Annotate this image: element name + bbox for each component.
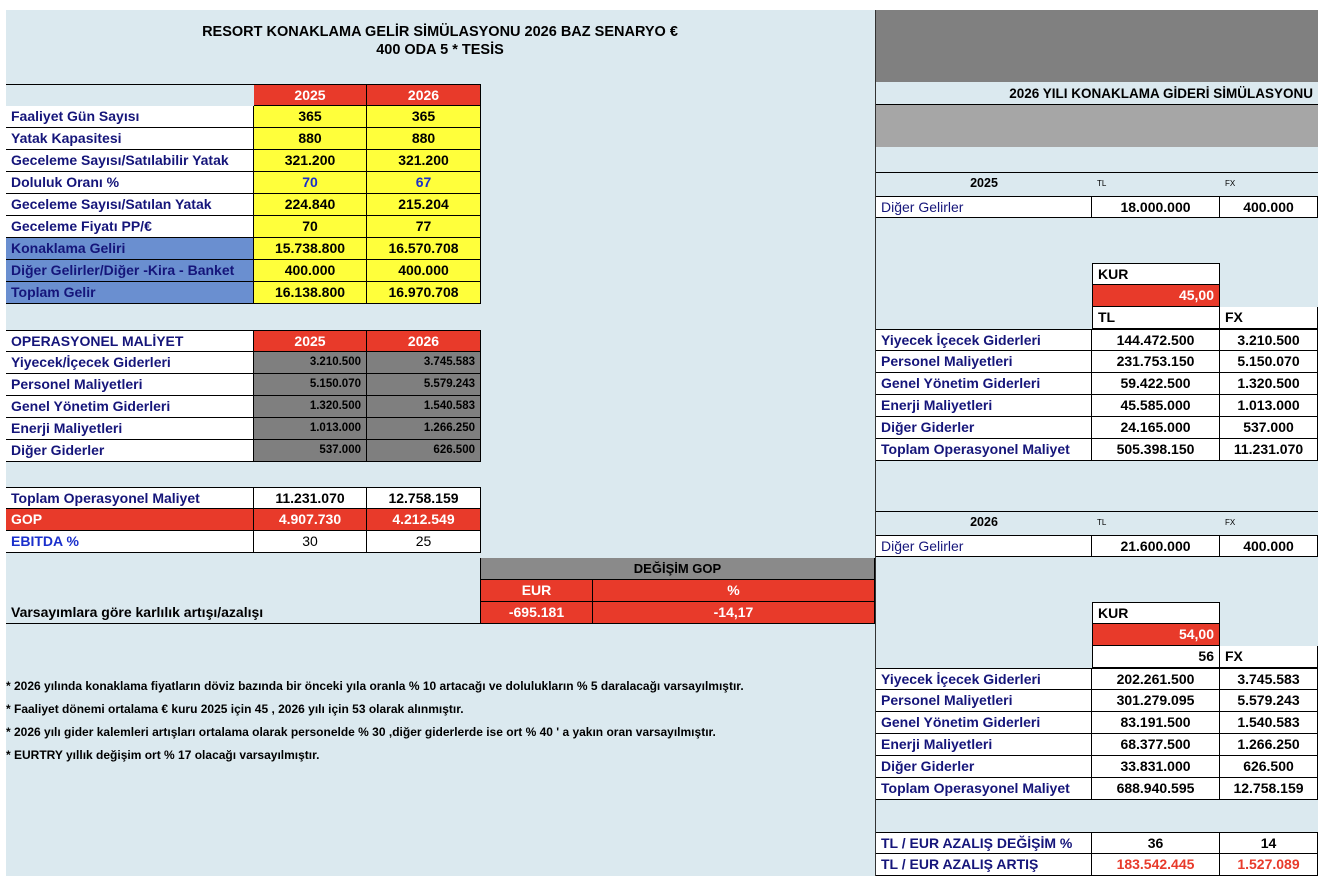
year-header-2026: 2026 — [367, 84, 481, 106]
right-tl-caption: TL — [1097, 518, 1107, 527]
expense-tl: 301.279.095 — [1092, 690, 1220, 712]
expense-tl: 505.398.150 — [1092, 439, 1220, 461]
page-subtitle: 400 ODA 5 * TESİS — [376, 42, 504, 58]
expense-fx: 3.210.500 — [1220, 329, 1318, 351]
expense-tl: 68.377.500 — [1092, 734, 1220, 756]
expense-fx: 1.266.250 — [1220, 734, 1318, 756]
right-title: 2026 YILI KONAKLAMA GİDERİ SİMÜLASYONU — [876, 83, 1318, 105]
op-label: Personel Maliyetleri — [6, 374, 254, 396]
expense-tl: 144.472.500 — [1092, 329, 1220, 351]
income-label: Faaliyet Gün Sayısı — [6, 106, 254, 128]
degisim-left-border — [480, 558, 481, 624]
degisim-pct-header: % — [593, 580, 875, 602]
expense-label: Genel Yönetim Giderleri — [876, 712, 1092, 734]
op-label: Enerji Maliyetleri — [6, 418, 254, 440]
totals-value-2026: 4.212.549 — [367, 509, 481, 531]
income-label: Geceleme Fiyatı PP/€ — [6, 216, 254, 238]
right-fx-caption: FX — [1225, 179, 1236, 188]
note-2: * Faaliyet dönemi ortalama € kuru 2025 için 45 , 2026 yılı için 53 olarak alınmıştır. — [6, 702, 464, 716]
income-label: Yatak Kapasitesi — [6, 128, 254, 150]
op-value-2025: 1.013.000 — [254, 418, 367, 440]
summary-tl: 183.542.445 — [1092, 854, 1220, 876]
income-value-2026: 77 — [367, 216, 481, 238]
diger-gelirler-tl: 21.600.000 — [1092, 535, 1220, 557]
expense-fx: 537.000 — [1220, 417, 1318, 439]
fx-header: FX — [1220, 307, 1318, 329]
income-value-2026: 16.970.708 — [367, 282, 481, 304]
income-value-2026: 215.204 — [367, 194, 481, 216]
op-header-label: OPERASYONEL MALİYET — [6, 330, 254, 352]
diger-gelirler-fx: 400.000 — [1220, 535, 1318, 557]
income-value-2026: 67 — [367, 172, 481, 194]
expense-label: Genel Yönetim Giderleri — [876, 373, 1092, 395]
right-header-gray — [876, 10, 1318, 82]
kur-value: 45,00 — [1092, 285, 1220, 307]
income-value-2026: 16.570.708 — [367, 238, 481, 260]
diger-gelirler-label: Diğer Gelirler — [876, 196, 1092, 218]
income-value-2025: 224.840 — [254, 194, 367, 216]
degisim-pct-value: -14,17 — [593, 602, 875, 624]
income-label: Doluluk Oranı % — [6, 172, 254, 194]
income-top-line — [6, 84, 254, 85]
expense-tl: 24.165.000 — [1092, 417, 1220, 439]
page-title: RESORT KONAKLAMA GELİR SİMÜLASYONU 2026 BAZ SENARYO € — [202, 24, 678, 40]
totals-value-2025: 30 — [254, 531, 367, 553]
totals-value-2026: 25 — [367, 531, 481, 553]
diger-gelirler-tl: 18.000.000 — [1092, 196, 1220, 218]
note-3: * 2026 yılı gider kalemleri artışları ortalama olarak personelde % 30 ,diğer giderlerde ise ort % 40 ' a yakın oran varsayılmıştır. — [6, 725, 716, 739]
income-value-2026: 880 — [367, 128, 481, 150]
expense-fx: 3.745.583 — [1220, 668, 1318, 690]
expense-fx: 626.500 — [1220, 756, 1318, 778]
expense-label: Yiyecek İçecek Giderleri — [876, 668, 1092, 690]
income-label: Konaklama Geliri — [6, 238, 254, 260]
op-value-2025: 5.150.070 — [254, 374, 367, 396]
expense-label: Personel Maliyetleri — [876, 351, 1092, 373]
expense-tl: 45.585.000 — [1092, 395, 1220, 417]
income-value-2026: 365 — [367, 106, 481, 128]
expense-tl: 83.191.500 — [1092, 712, 1220, 734]
right-year-line — [876, 172, 1318, 173]
income-value-2025: 365 — [254, 106, 367, 128]
kur-label: KUR — [1092, 602, 1220, 624]
expense-fx: 1.320.500 — [1220, 373, 1318, 395]
income-label: Diğer Gelirler/Diğer -Kira - Banket — [6, 260, 254, 282]
income-label: Toplam Gelir — [6, 282, 254, 304]
op-value-2026: 5.579.243 — [367, 374, 481, 396]
right-subheader-gray — [876, 105, 1318, 147]
degisim-label: Varsayımlara göre karlılık artışı/azalışı — [6, 602, 481, 624]
income-value-2026: 400.000 — [367, 260, 481, 282]
tl-header: TL — [1092, 307, 1220, 329]
op-header-2026: 2026 — [367, 330, 481, 352]
right-year-line — [876, 511, 1318, 512]
expense-fx: 5.150.070 — [1220, 351, 1318, 373]
expense-label: Toplam Operasyonel Maliyet — [876, 778, 1092, 800]
expense-label: Diğer Giderler — [876, 417, 1092, 439]
diger-gelirler-fx: 400.000 — [1220, 196, 1318, 218]
kur-label: KUR — [1092, 263, 1220, 285]
summary-tl: 36 — [1092, 832, 1220, 854]
op-header-2025: 2025 — [254, 330, 367, 352]
income-label: Geceleme Sayısı/Satılabilir Yatak — [6, 150, 254, 172]
expense-label: Enerji Maliyetleri — [876, 395, 1092, 417]
totals-label: Toplam Operasyonel Maliyet — [6, 487, 254, 509]
op-value-2025: 3.210.500 — [254, 352, 367, 374]
panel-divider — [875, 10, 876, 876]
op-value-2026: 1.266.250 — [367, 418, 481, 440]
op-label: Diğer Giderler — [6, 440, 254, 462]
op-value-2026: 1.540.583 — [367, 396, 481, 418]
right-tl-caption: TL — [1097, 179, 1107, 188]
totals-value-2025: 4.907.730 — [254, 509, 367, 531]
income-value-2025: 321.200 — [254, 150, 367, 172]
income-value-2025: 15.738.800 — [254, 238, 367, 260]
degisim-title: DEĞİŞİM GOP — [481, 558, 875, 580]
expense-fx: 1.540.583 — [1220, 712, 1318, 734]
expense-tl: 33.831.000 — [1092, 756, 1220, 778]
totals-value-2025: 11.231.070 — [254, 487, 367, 509]
income-value-2025: 16.138.800 — [254, 282, 367, 304]
income-value-2026: 321.200 — [367, 150, 481, 172]
degisim-eur-header: EUR — [481, 580, 593, 602]
tl-header: 56 — [1092, 646, 1220, 668]
summary-fx: 14 — [1220, 832, 1318, 854]
kur-value: 54,00 — [1092, 624, 1220, 646]
note-1: * 2026 yılında konaklama fiyatların döviz bazında bir önceki yıla oranla % 10 artacağı ve dolulukların % 5 daralacağı varsayılmıştır. — [6, 679, 744, 693]
summary-label: TL / EUR AZALIŞ ARTIŞ — [876, 854, 1092, 876]
totals-value-2026: 12.758.159 — [367, 487, 481, 509]
expense-label: Diğer Giderler — [876, 756, 1092, 778]
summary-fx: 1.527.089 — [1220, 854, 1318, 876]
totals-label: GOP — [6, 509, 254, 531]
note-4: * EURTRY yıllık değişim ort % 17 olacağı varsayılmıştır. — [6, 748, 320, 762]
op-value-2025: 1.320.500 — [254, 396, 367, 418]
totals-label: EBITDA % — [6, 531, 254, 553]
diger-gelirler-label: Diğer Gelirler — [876, 535, 1092, 557]
expense-tl: 231.753.150 — [1092, 351, 1220, 373]
fx-header: FX — [1220, 646, 1318, 668]
income-value-2025: 400.000 — [254, 260, 367, 282]
op-value-2025: 537.000 — [254, 440, 367, 462]
expense-tl: 202.261.500 — [1092, 668, 1220, 690]
right-year: 2026 — [970, 515, 998, 529]
year-header-2025: 2025 — [254, 84, 367, 106]
summary-label: TL / EUR AZALIŞ DEĞİŞİM % — [876, 832, 1092, 854]
expense-fx: 1.013.000 — [1220, 395, 1318, 417]
right-fx-caption: FX — [1225, 518, 1236, 527]
expense-fx: 11.231.070 — [1220, 439, 1318, 461]
expense-tl: 688.940.595 — [1092, 778, 1220, 800]
op-label: Genel Yönetim Giderleri — [6, 396, 254, 418]
right-year: 2025 — [970, 176, 998, 190]
expense-tl: 59.422.500 — [1092, 373, 1220, 395]
expense-label: Personel Maliyetleri — [876, 690, 1092, 712]
expense-label: Toplam Operasyonel Maliyet — [876, 439, 1092, 461]
income-label: Geceleme Sayısı/Satılan Yatak — [6, 194, 254, 216]
expense-fx: 12.758.159 — [1220, 778, 1318, 800]
income-value-2025: 70 — [254, 172, 367, 194]
expense-fx: 5.579.243 — [1220, 690, 1318, 712]
op-label: Yiyecek/İçecek Giderleri — [6, 352, 254, 374]
income-value-2025: 880 — [254, 128, 367, 150]
op-value-2026: 3.745.583 — [367, 352, 481, 374]
expense-label: Enerji Maliyetleri — [876, 734, 1092, 756]
expense-label: Yiyecek İçecek Giderleri — [876, 329, 1092, 351]
income-value-2025: 70 — [254, 216, 367, 238]
degisim-eur-value: -695.181 — [481, 602, 593, 624]
op-value-2026: 626.500 — [367, 440, 481, 462]
